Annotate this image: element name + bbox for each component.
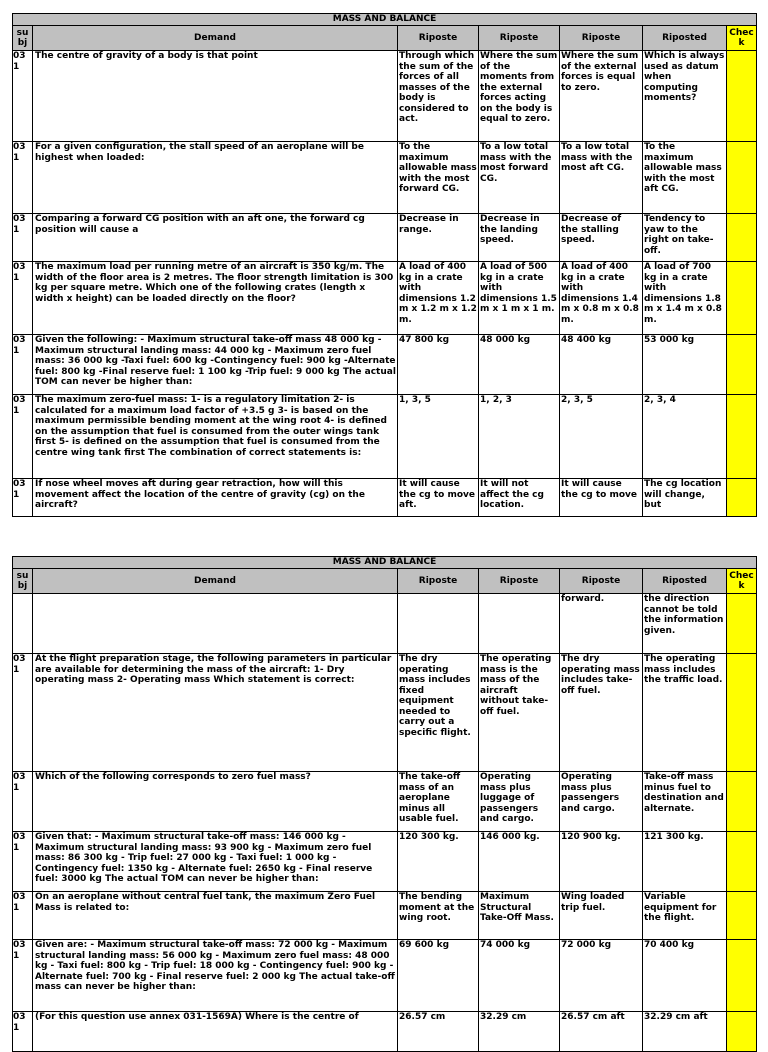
check-cell[interactable]	[727, 214, 757, 262]
question-cell: Comparing a forward CG position with an aft one, the forward cg position will cause a	[33, 214, 398, 262]
answer-a-cell: The bending moment at the wing root.	[398, 892, 479, 940]
answer-b-cell: To a low total mass with the most forward CG.	[479, 142, 560, 214]
table-row	[13, 1012, 757, 1052]
answer-c-cell: 2, 3, 5	[560, 395, 643, 479]
answer-a-cell: It will cause the cg to move aft.	[398, 479, 479, 517]
answer-d-cell: 70 400 kg	[643, 940, 727, 1012]
table-row	[13, 654, 757, 772]
check-cell[interactable]	[727, 142, 757, 214]
check-cell[interactable]	[727, 772, 757, 832]
answer-b-cell: A load of 500 kg in a crate with dimensions 1.5 m x 1 m x 1 m.	[479, 262, 560, 335]
table-title: MASS AND BALANCE	[13, 557, 757, 569]
check-cell[interactable]	[727, 654, 757, 772]
question-cell: The centre of gravity of a body is that point	[33, 51, 398, 142]
table-row	[13, 594, 757, 654]
check-cell[interactable]	[727, 51, 757, 142]
answer-c-header: Riposte	[560, 26, 643, 51]
answer-c-cell: Where the sum of the external forces is equal to zero.	[560, 51, 643, 142]
answer-c-cell: forward.	[560, 594, 643, 654]
check-cell[interactable]	[727, 335, 757, 395]
answer-a-cell	[398, 594, 479, 654]
sheet-page-1	[12, 13, 756, 517]
subject-header: su bj	[13, 26, 33, 51]
answer-a-cell: 120 300 kg.	[398, 832, 479, 892]
question-cell	[33, 594, 398, 654]
answer-c-cell: To a low total mass with the most aft CG.	[560, 142, 643, 214]
answer-a-header: Riposte	[398, 26, 479, 51]
answer-b-cell: Decrease in the landing speed.	[479, 214, 560, 262]
question-cell: On an aeroplane without central fuel tank, the maximum Zero Fuel Mass is related to:	[33, 892, 398, 940]
answer-d-header: Riposted	[643, 26, 727, 51]
check-cell[interactable]	[727, 1012, 757, 1052]
answer-d-cell: 2, 3, 4	[643, 395, 727, 479]
answer-a-cell: 1, 3, 5	[398, 395, 479, 479]
answer-a-cell: 47 800 kg	[398, 335, 479, 395]
answer-c-cell: Decrease of the stalling speed.	[560, 214, 643, 262]
demand-header: Demand	[33, 26, 398, 51]
subject-cell	[13, 594, 33, 654]
answer-a-header: Riposte	[398, 569, 479, 594]
questions-table	[12, 556, 757, 1052]
answer-d-cell: 32.29 cm aft	[643, 1012, 727, 1052]
demand-header: Demand	[33, 569, 398, 594]
answer-d-cell: 53 000 kg	[643, 335, 727, 395]
subject-cell: 03 1	[13, 395, 33, 479]
table-title: MASS AND BALANCE	[13, 14, 757, 26]
table-row	[13, 832, 757, 892]
answer-d-cell: the direction cannot be told the information given.	[643, 594, 727, 654]
answer-c-cell: Wing loaded trip fuel.	[560, 892, 643, 940]
answer-c-cell: 120 900 kg.	[560, 832, 643, 892]
answer-d-header: Riposted	[643, 569, 727, 594]
subject-cell: 03 1	[13, 832, 33, 892]
answer-a-cell: Through which the sum of the forces of all masses of the body is considered to act.	[398, 51, 479, 142]
answer-b-header: Riposte	[479, 26, 560, 51]
table-row	[13, 262, 757, 335]
subject-cell: 03 1	[13, 335, 33, 395]
sheet-page-2	[12, 556, 756, 1052]
subject-cell: 03 1	[13, 214, 33, 262]
check-cell[interactable]	[727, 940, 757, 1012]
subject-cell: 03 1	[13, 1012, 33, 1052]
answer-c-cell: 26.57 cm aft	[560, 1012, 643, 1052]
subject-cell: 03 1	[13, 772, 33, 832]
table-row	[13, 51, 757, 142]
check-cell[interactable]	[727, 395, 757, 479]
subject-cell: 03 1	[13, 892, 33, 940]
answer-c-cell: The dry operating mass includes take-off fuel.	[560, 654, 643, 772]
question-cell: Given are: - Maximum structural take-off mass: 72 000 kg - Maximum structural landing mass: 56 000 kg - Maximum zero fuel mass: 48 000 kg - Taxi fuel: 800 kg - Trip fuel: 18 000 kg - Contingency fuel: 900 kg - Alternate fuel: 700 kg - Final reserve fuel: 2 000 kg The actual take-off mass can never be higher than:	[33, 940, 398, 1012]
table-row	[13, 479, 757, 517]
answer-a-cell: 26.57 cm	[398, 1012, 479, 1052]
answer-b-cell: 74 000 kg	[479, 940, 560, 1012]
question-cell: The maximum zero-fuel mass: 1- is a regulatory limitation 2- is calculated for a maximum load factor of +3.5 g 3- is based on the maximum permissible bending moment at the wing root 4- is defined on the assumption that fuel is consumed from the outer wings tank first 5- is defined on the assumption that fuel is consumed from the centre wing tank first The combination of correct statements is:	[33, 395, 398, 479]
table-row	[13, 335, 757, 395]
answer-b-cell: It will not affect the cg location.	[479, 479, 560, 517]
check-header: Chec k	[727, 569, 757, 594]
subject-cell: 03 1	[13, 51, 33, 142]
answer-b-cell: Maximum Structural Take-Off Mass.	[479, 892, 560, 940]
answer-a-cell: The take-off mass of an aeroplane minus all usable fuel.	[398, 772, 479, 832]
question-cell: If nose wheel moves aft during gear retraction, how will this movement affect the location of the centre of gravity (cg) on the aircraft?	[33, 479, 398, 517]
answer-c-cell: It will cause the cg to move	[560, 479, 643, 517]
answer-d-cell: A load of 700 kg in a crate with dimensions 1.8 m x 1.4 m x 0.8 m.	[643, 262, 727, 335]
question-cell: For a given configuration, the stall speed of an aeroplane will be highest when loaded:	[33, 142, 398, 214]
question-cell: (For this question use annex 031-1569A) Where is the centre of	[33, 1012, 398, 1052]
answer-c-header: Riposte	[560, 569, 643, 594]
table-row	[13, 892, 757, 940]
answer-c-cell: 48 400 kg	[560, 335, 643, 395]
subject-cell: 03 1	[13, 654, 33, 772]
question-cell: Given that: - Maximum structural take-off mass: 146 000 kg - Maximum structural landing mass: 93 900 kg - Maximum zero fuel mass: 86 300 kg - Trip fuel: 27 000 kg - Taxi fuel: 1 000 kg - Contingency fuel: 1350 kg - Alternate fuel: 2650 kg - Final reserve fuel: 3000 kg The actual TOM can never be higher than:	[33, 832, 398, 892]
answer-c-cell: 72 000 kg	[560, 940, 643, 1012]
answer-c-cell: Operating mass plus passengers and cargo.	[560, 772, 643, 832]
table-row	[13, 940, 757, 1012]
subject-header: su bj	[13, 569, 33, 594]
answer-b-cell: 32.29 cm	[479, 1012, 560, 1052]
questions-table	[12, 13, 757, 517]
subject-cell: 03 1	[13, 479, 33, 517]
question-cell: At the flight preparation stage, the following parameters in particular are available for determining the mass of the aircraft: 1- Dry operating mass 2- Operating mass Which statement is correct:	[33, 654, 398, 772]
answer-b-cell: Where the sum of the moments from the external forces acting on the body is equal to zero.	[479, 51, 560, 142]
answer-d-cell: To the maximum allowable mass with the most aft CG.	[643, 142, 727, 214]
answer-d-cell: Variable equipment for the flight.	[643, 892, 727, 940]
answer-d-cell: Take-off mass minus fuel to destination and alternate.	[643, 772, 727, 832]
answer-c-cell: A load of 400 kg in a crate with dimensions 1.4 m x 0.8 m x 0.8 m.	[560, 262, 643, 335]
table-row	[13, 142, 757, 214]
answer-a-cell: 69 600 kg	[398, 940, 479, 1012]
answer-d-cell: The operating mass includes the traffic load.	[643, 654, 727, 772]
answer-d-cell: Which is always used as datum when computing moments?	[643, 51, 727, 142]
answer-a-cell: A load of 400 kg in a crate with dimensions 1.2 m x 1.2 m x 1.2 m.	[398, 262, 479, 335]
subject-cell: 03 1	[13, 142, 33, 214]
answer-b-cell: Operating mass plus luggage of passengers and cargo.	[479, 772, 560, 832]
answer-b-cell	[479, 594, 560, 654]
answer-a-cell: The dry operating mass includes fixed equipment needed to carry out a specific flight.	[398, 654, 479, 772]
check-cell[interactable]	[727, 892, 757, 940]
subject-cell: 03 1	[13, 940, 33, 1012]
question-cell: Given the following: - Maximum structural take-off mass 48 000 kg - Maximum structural landing mass: 44 000 kg - Maximum zero fuel mass: 36 000 kg -Taxi fuel: 600 kg -Contingency fuel: 900 kg -Alternate fuel: 800 kg -Final reserve fuel: 1 100 kg -Trip fuel: 9 000 kg The actual TOM can never be higher than:	[33, 335, 398, 395]
table-row	[13, 395, 757, 479]
table-row	[13, 772, 757, 832]
answer-b-cell: 1, 2, 3	[479, 395, 560, 479]
answer-b-cell: 146 000 kg.	[479, 832, 560, 892]
answer-a-cell: Decrease in range.	[398, 214, 479, 262]
subject-cell: 03 1	[13, 262, 33, 335]
answer-a-cell: To the maximum allowable mass with the most forward CG.	[398, 142, 479, 214]
check-cell[interactable]	[727, 479, 757, 517]
answer-b-cell: The operating mass is the mass of the aircraft without take-off fuel.	[479, 654, 560, 772]
answer-d-cell: Tendency to yaw to the right on take-off.	[643, 214, 727, 262]
question-cell: The maximum load per running metre of an aircraft is 350 kg/m. The width of the floor area is 2 metres. The floor strength limitation is 300 kg per square metre. Which one of the following crates (length x width x height) can be loaded directly on the floor?	[33, 262, 398, 335]
question-cell: Which of the following corresponds to zero fuel mass?	[33, 772, 398, 832]
answer-b-cell: 48 000 kg	[479, 335, 560, 395]
table-row	[13, 214, 757, 262]
check-cell[interactable]	[727, 262, 757, 335]
check-header: Chec k	[727, 26, 757, 51]
answer-b-header: Riposte	[479, 569, 560, 594]
check-cell[interactable]	[727, 594, 757, 654]
answer-d-cell: 121 300 kg.	[643, 832, 727, 892]
answer-d-cell: The cg location will change, but	[643, 479, 727, 517]
check-cell[interactable]	[727, 832, 757, 892]
